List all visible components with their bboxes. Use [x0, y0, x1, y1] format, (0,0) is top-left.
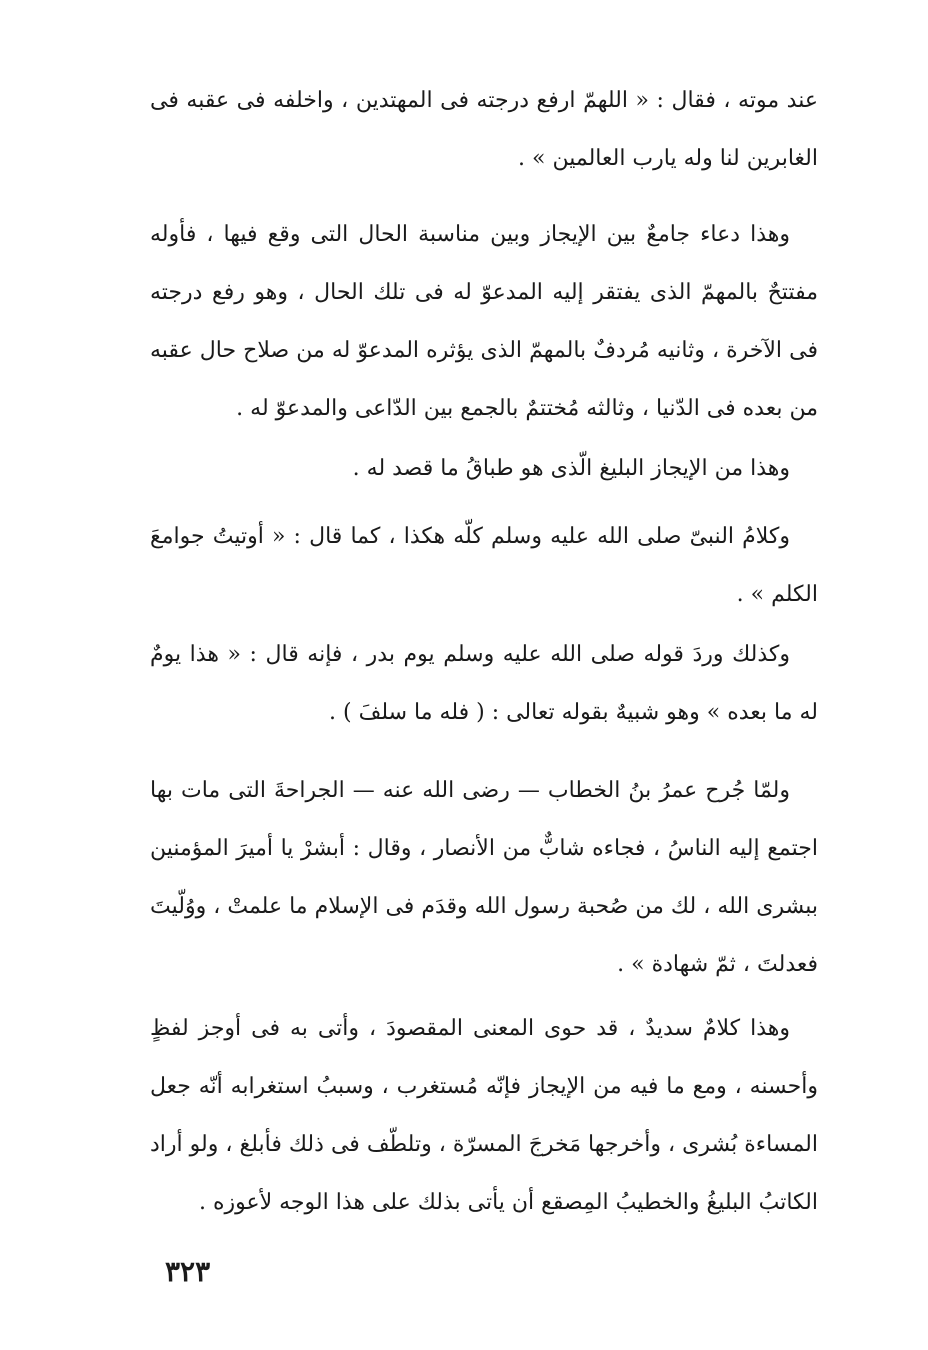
paragraph-battle-of-badr: وكذلك وردَ قوله صلى الله عليه وسلم يوم بدر ، فإنه قال : « هذا يومٌ له ما بعده » وهو شبيهٌ بقوله تعالى : ( فله ما سلفَ ) .	[150, 642, 818, 725]
paragraph-umar-wounded: ولمّا جُرح عمرُ بنُ الخطاب — رضى الله عنه — الجراحةَ التى مات بها اجتمع إليه الناسُ ، فجاءه شابٌّ من الأنصار ، وقال : أبشرْ يا أميرَ المؤمنين ببشرى الله ، لك من صُحبة رسول الله وقدَم فى الإسلام ما علمتْ ، ووُلّيتَ فعدلتَ ، ثمّ شهادة » .	[150, 778, 818, 977]
paragraph-eloquent-brevity: وهذا من الإيجاز البليغ الّذى هو طباقُ ما قصد له .	[352, 456, 790, 481]
paragraph-sound-speech: وهذا كلامٌ سديدٌ ، قد حوى المعنى المقصودَ ، وأتى به فى أوجز لفظٍ وأحسنه ، ومع ما فيه من الإيجاز فإنّه مُستغرب ، وسببُ استغرابه أنّه جعل المساءة بُشرى ، وأخرجها مَخرجَ المسرّة ، وتلطّف فى ذلك فأبلغ ، ولو أراد الكاتبُ البليغُ والخطيبُ المِصقع أن يأتى بذلك على هذا الوجه لأعوزه .	[150, 1016, 818, 1215]
paragraph-continuation: عند موته ، فقال : « اللهمّ ارفع درجته فى المهتدين ، واخلفه فى عقبه فى الغابرين لنا وله يارب العالمين » .	[150, 88, 818, 171]
paragraph-prophet-speech: وكلامُ النبىّ صلى الله عليه وسلم كلّه هكذا ، كما قال : « أوتيتُ جوامعَ الكلم » .	[150, 524, 818, 607]
page-number: ٣٢٣	[165, 1255, 211, 1288]
paragraph-comprehensive-prayer: وهذا دعاء جامعٌ بين الإيجاز وبين مناسبة الحال التى وقع فيها ، فأوله مفتتحٌ بالمهمّ الذى يفتقر إليه المدعوّ له فى تلك الحال ، وهو رفع درجته فى الآخرة ، وثانيه مُردفٌ بالمهمّ الذى يؤثره المدعوّ له من صلاح حال عقبه من بعده فى الدّنيا ، وثالثه مُختتمٌ بالجمع بين الدّاعى والمدعوّ له .	[150, 222, 818, 421]
